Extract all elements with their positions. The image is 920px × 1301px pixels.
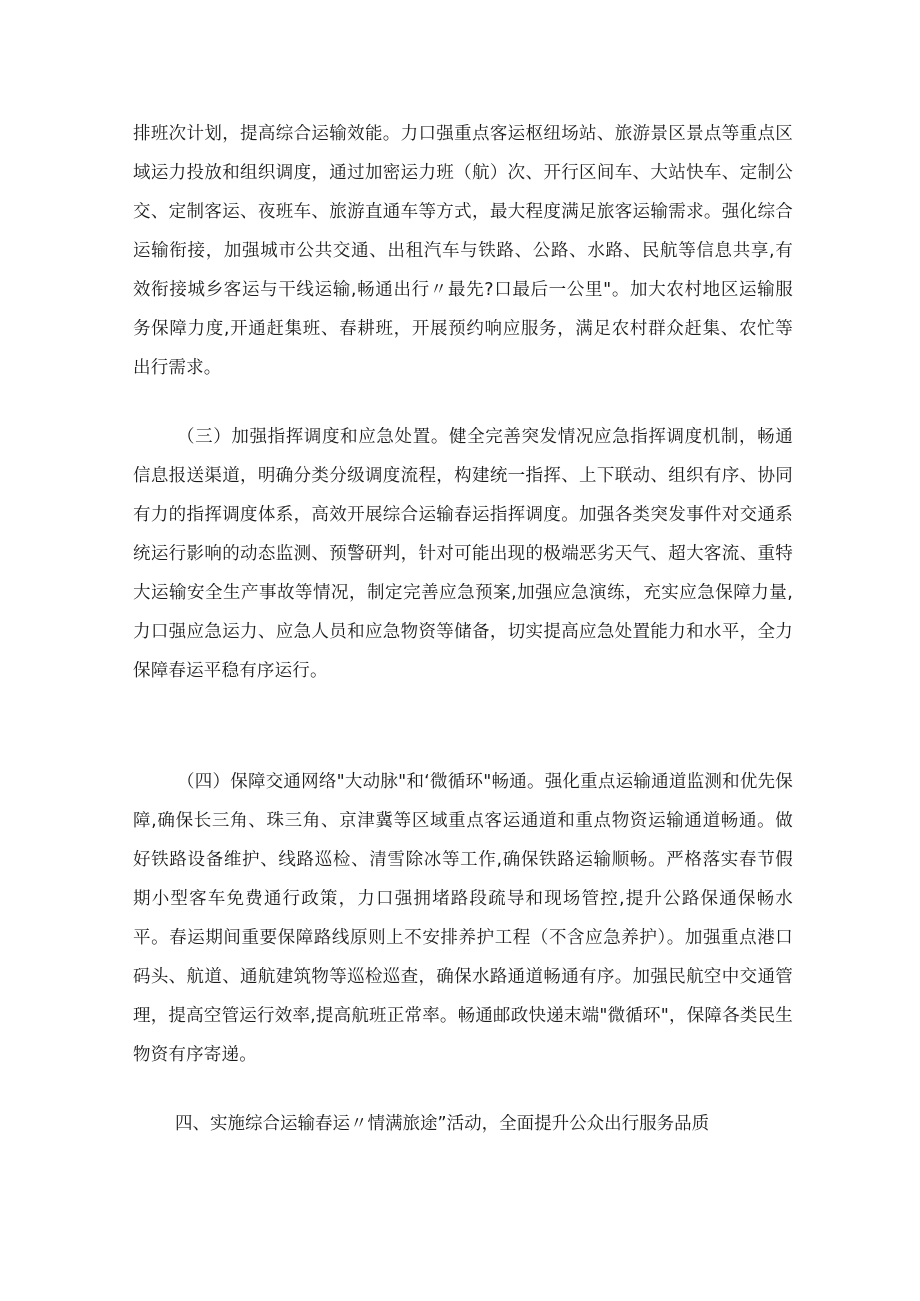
- chapter-4-heading: 四、实施综合运输春运〃情满旅途”活动，全面提升公众出行服务品质: [175, 1114, 710, 1134]
- section-4-paragraph: （四）保障交通网络"大动脉"和‘微循环"畅通。强化重点运输通道监测和优先保障,确保长三角、珠三角、京津冀等区域重点客运通道和重点物资运输通道畅通。做好铁路设备维护、线路巡检、清雪除冰等工作,确保铁路运输顺畅。严格落实春节假期小型客车免费通行政策，力口强拥堵路段疏导和现场管控,提升公路保通保畅水平。春运期间重要保障路线原则上不安排养护工程（不含应急养护）。加强重点港口码头、航道、通航建筑物等巡检巡查，确保水路通道畅通有序。加强民航空中交通管理，提高空管运行效率,提高航班正常率。畅通邮政快递末端"微循环"，保障各类民生物资有序寄递。: [133, 772, 793, 1065]
- paragraph-continued: 排班次计划，提高综合运输效能。力口强重点客运枢纽场站、旅游景区景点等重点区域运力投放和组织调度，通过加密运力班（航）次、开行区间车、大站快车、定制公交、定制客运、夜班车、旅游直通车等方式，最大程度满足旅客运输需求。强化综合运输衔接，加强城市公共交通、出租汽车与铁路、公路、水路、民航等信息共享,有效衔接城乡客运与干线运输,畅通出行〃最先?口最后一公里"。加大农村地区运输服务保障力度,开通赶集班、春耕班，开展预约响应服务，满足农村群众赶集、农忙等出行需求。: [133, 124, 793, 378]
- section-3-paragraph: （三）加强指挥调度和应急处置。健全完善突发情况应急指挥调度机制，畅通信息报送渠道，明确分类分级调度流程，构建统一指挥、上下联动、组织有序、协同有力的指挥调度体系，高效开展综合运输春运指挥调度。加强各类突发事件对交通系统运行影响的动态监测、预警研判，针对可能出现的极端恶劣天气、超大客流、重特大运输安全生产事故等情况，制定完善应急预案,加强应急演练，充实应急保障力量,力口强应急运力、应急人员和应急物资等储备，切实提高应急处置能力和水平，全力保障春运平稳有序运行。: [133, 427, 793, 681]
